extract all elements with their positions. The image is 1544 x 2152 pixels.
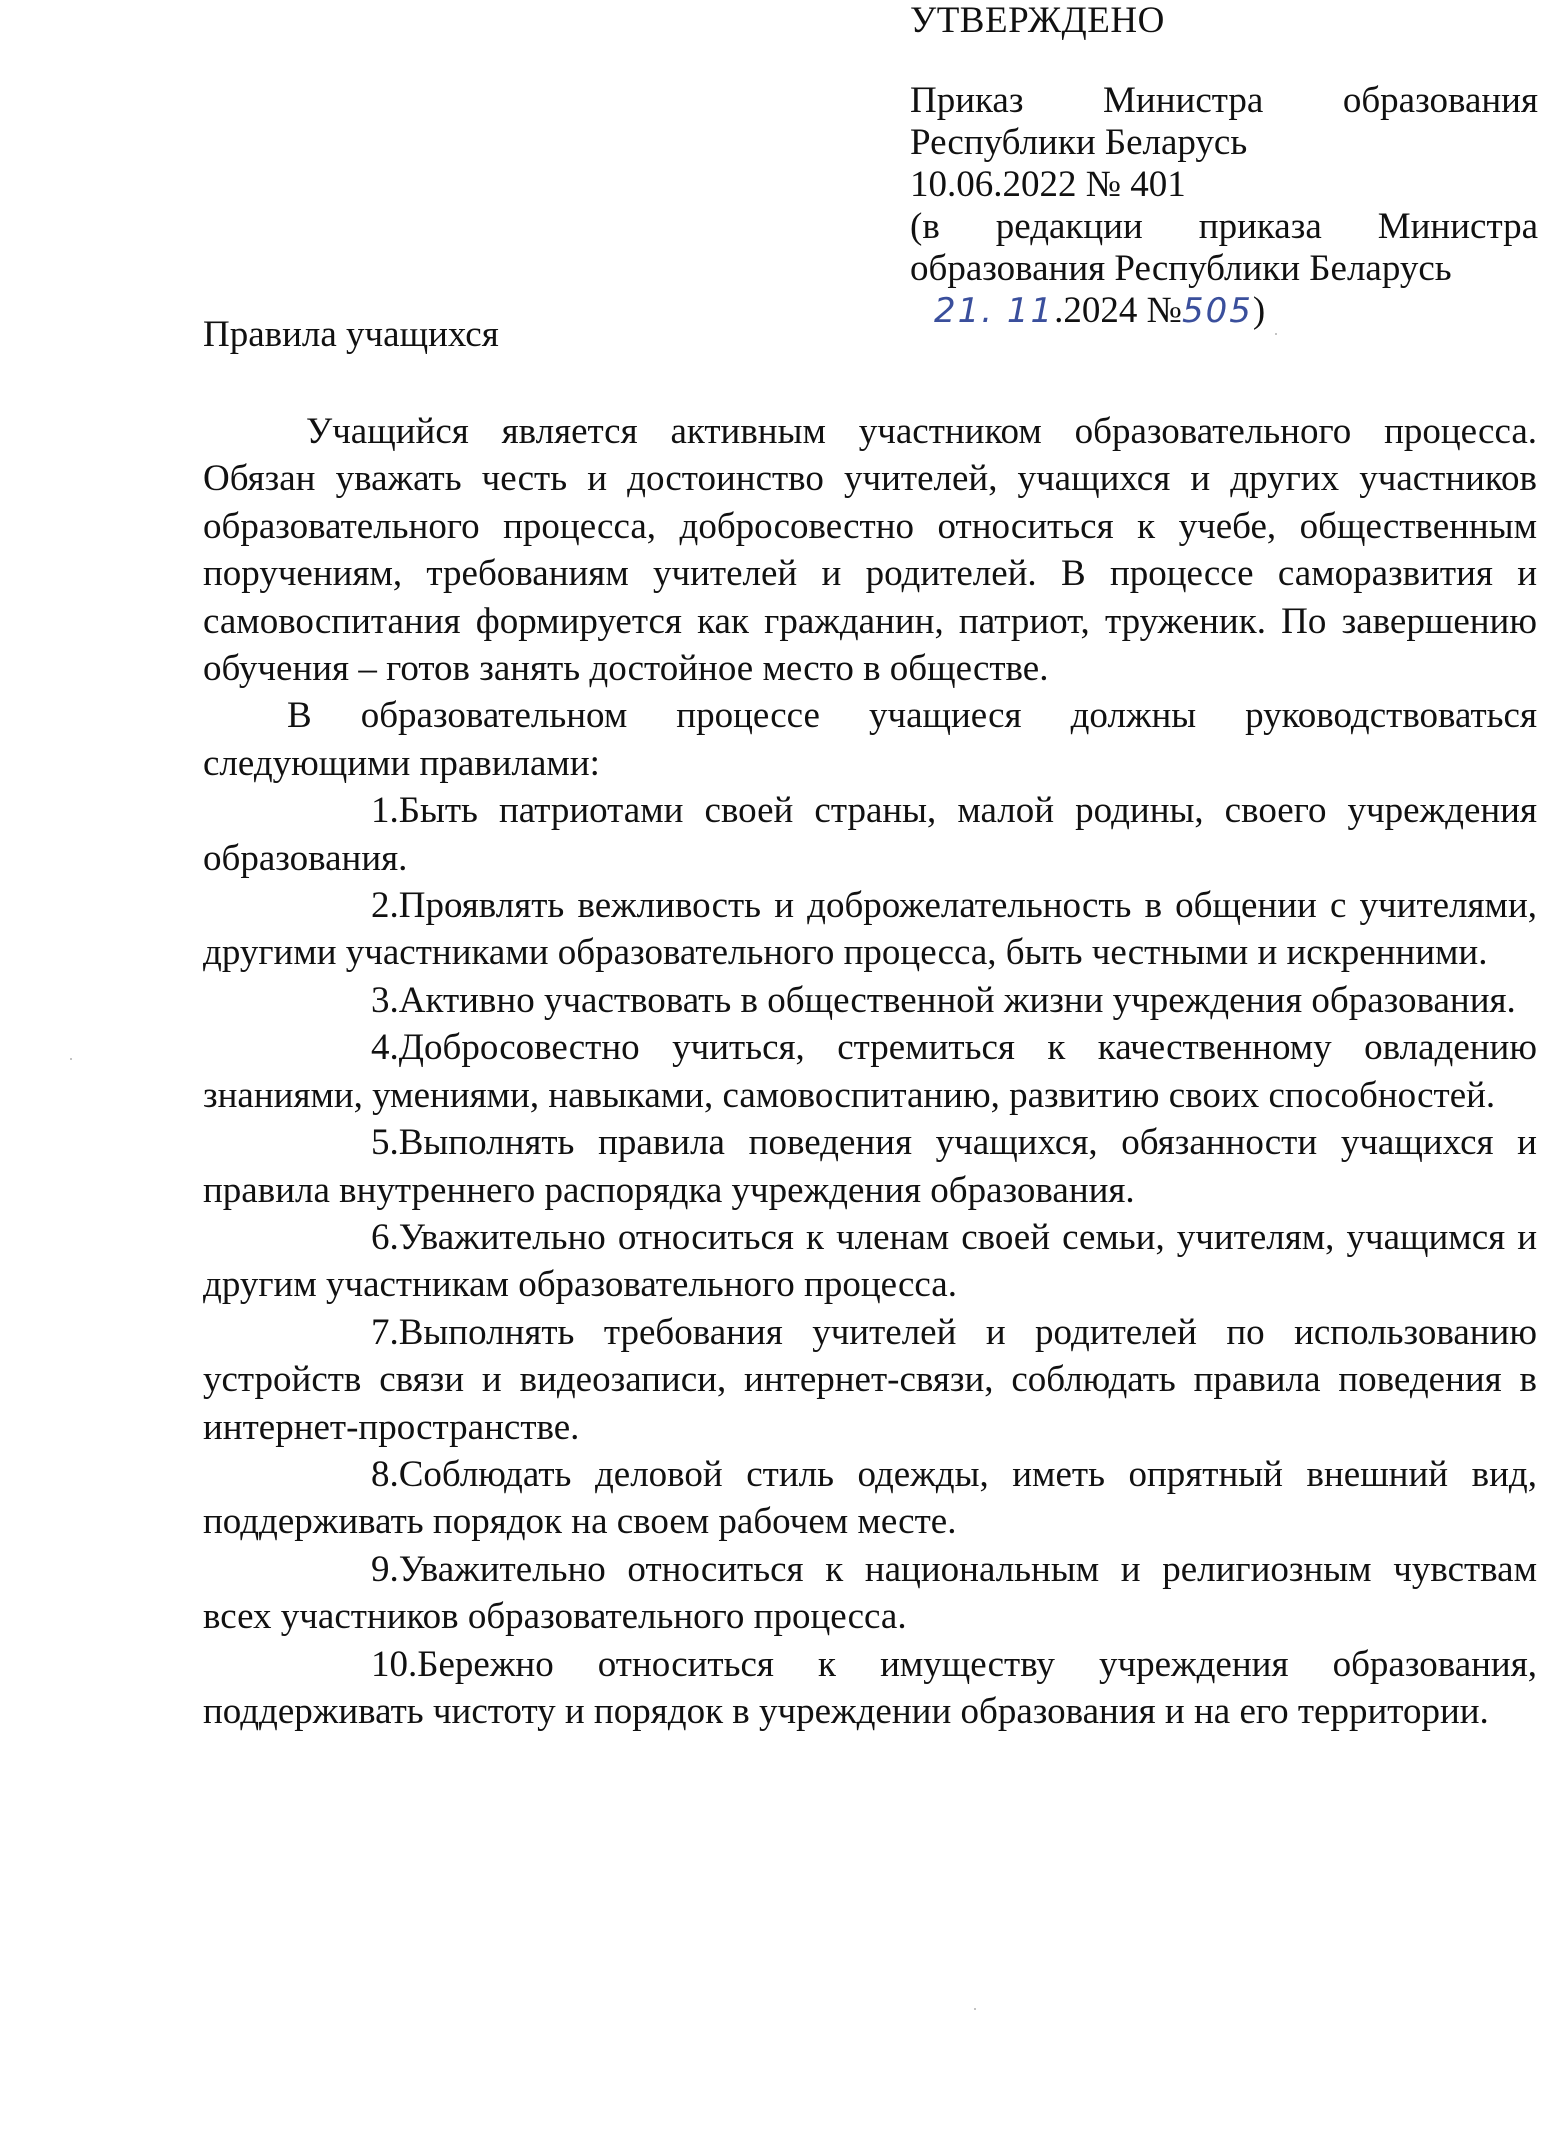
rule-number: 6. — [371, 1216, 399, 1258]
scan-speck — [974, 2008, 976, 2010]
rule-item — [203, 1641, 1537, 1736]
approval-heading: УТВЕРЖДЕНО — [910, 0, 1165, 41]
rule-item — [203, 1546, 1537, 1641]
rule-text: Уважительно относиться к национальным и религиозным чувствам всех участников образовательного процесса. — [203, 1548, 1537, 1638]
rule-text: Быть патриотами своей страны, малой родины, своего учреждения образования. — [203, 790, 1537, 879]
rule-text: Выполнять требования учителей и родителей по использованию устройств связи и видеозаписи, интернет-связи, соблюдать правила поведения в интернет-пространстве. — [203, 1311, 1537, 1448]
rule-item — [203, 977, 1537, 1024]
rule-text: Добросовестно учиться, стремиться к качественному овладению знаниями, умениями, навыками, самовоспитанию, развитию своих способностей. — [203, 1027, 1537, 1116]
rule-text: Выполнять правила поведения учащихся, обязанности учащихся и правила внутреннего распорядка учреждения образования. — [203, 1122, 1537, 1211]
rule-number: 10. — [371, 1643, 418, 1685]
order-line-2: Республики Беларусь — [910, 122, 1248, 163]
rule-text: Проявлять вежливость и доброжелательность в общении с учителями, другими участниками образовательного процесса, быть честными и искренними. — [203, 885, 1537, 974]
edition-date-line — [910, 290, 1538, 332]
rule-item — [203, 1024, 1537, 1119]
rules-list — [203, 787, 1537, 1735]
scan-speck — [1275, 333, 1277, 335]
approval-stamp-block — [910, 0, 1538, 332]
rule-text: Бережно относиться к имуществу учреждения образования, поддерживать чистоту и порядок в учреждении образования и на его территории. — [203, 1643, 1537, 1732]
rule-item — [203, 1214, 1537, 1309]
rule-number: 5. — [371, 1122, 399, 1164]
order-line-1: Приказ Министра образования — [910, 80, 1538, 121]
lead-paragraph: В образовательном процессе учащиеся должны руководствоваться следующими правилами: — [203, 695, 1537, 784]
rule-item — [203, 1309, 1537, 1451]
handwritten-date: 21. 11 — [934, 291, 1055, 331]
rule-item — [203, 882, 1537, 977]
document-body — [203, 408, 1537, 1735]
scan-speck — [70, 1058, 72, 1060]
rule-number: 2. — [371, 885, 399, 927]
close-paren: ) — [1252, 290, 1266, 331]
edition-line-2: образования Республики Беларусь — [910, 248, 1452, 289]
rule-text: Активно участвовать в общественной жизни учреждения образования. — [398, 979, 1516, 1021]
intro-paragraph: Учащийся является активным участником образовательного процесса. Обязан уважать честь и достоинство учителей, учащихся и других участников образовательного процесса, добросовестно относиться к учебе, общественным поручениям, требованиям учителей и родителей. В процессе саморазвития и самовоспитания формируется как гражданин, патриот, труженик. По завершению обучения – готов занять достойное место в обществе. — [203, 411, 1537, 690]
edition-year: .2024 № — [1054, 290, 1182, 331]
rule-item — [203, 787, 1537, 882]
rule-number: 9. — [371, 1548, 399, 1590]
order-line-3: 10.06.2022 № 401 — [910, 164, 1186, 205]
document-title: Правила учащихся — [203, 314, 499, 355]
handwritten-order-number: 505 — [1181, 291, 1253, 331]
rule-text: Уважительно относиться к членам своей семьи, учителям, учащимся и другим участникам образовательного процесса. — [203, 1216, 1537, 1306]
rule-number: 1. — [371, 790, 399, 832]
edition-line-1: (в редакции приказа Министра — [910, 206, 1538, 247]
rule-text: Соблюдать деловой стиль одежды, иметь опрятный внешний вид, поддерживать порядок на своем рабочем месте. — [203, 1453, 1537, 1543]
rule-number: 7. — [371, 1311, 399, 1353]
rule-item — [203, 1451, 1537, 1546]
spacer — [910, 42, 1538, 80]
rule-item — [203, 1119, 1537, 1214]
rule-number: 8. — [371, 1453, 399, 1495]
rule-number: 4. — [371, 1027, 399, 1069]
rule-number: 3. — [371, 979, 399, 1021]
